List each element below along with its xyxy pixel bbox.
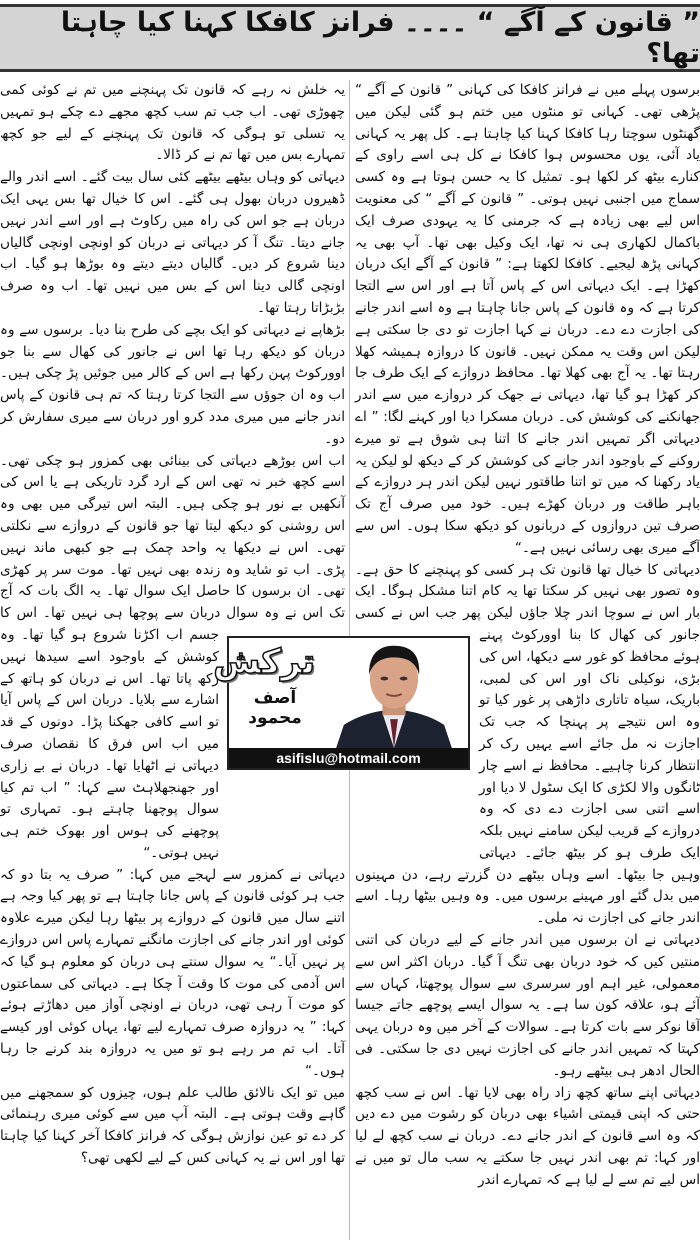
paragraph: یہ خلش نہ رہے کہ قانون تک پہنچنے میں تم نے کوئی کمی چھوڑی تھی۔ اب جب تم سب کچھ مجھے دے چکے ہو تمہیں یہ تسلی تو ہوگی کہ قانون تک پہنچنے کے لیے جو کچھ تمہارے بس میں تھا تم نے کر ڈالا۔ — [0, 82, 345, 164]
paragraph: میں تو ایک نالائق طالب علم ہوں، چیزوں کو سمجھنے میں گاہے وقت ہوتی ہے۔ البتہ آپ میں سے کوئی میری رہنمائی کر دے تو عین نوازش ہوگی کہ فرانز کافکا آخر کہنا کیا چاہتا تھا اور اس نے یہ کہانی کس کے لیے لکھی تھی؟ — [0, 1084, 345, 1167]
column-logo-text: ترکش — [213, 642, 315, 682]
paragraph: بڑھاپے نے دیہاتی کو ایک بچے کی طرح بنا دیا۔ برسوں سے وہ دربان کو دیکھ رہا تھا اس نے جانور کی کھال سے بنا جو اوورکوٹ پہن رکھا ہے اس کے کالر میں جوئیں پڑ چکی ہیں۔ اب وہ ان جوؤں سے التجا کرتا رہتا کہ تم ہی قانون کے پاس اندر جانے میں میری مدد کرو اور دربان سے میری سفارش کر دو۔ — [0, 321, 345, 447]
author-name: آصف محمود — [248, 688, 302, 728]
author-email[interactable]: asifislu@hotmail.com — [229, 748, 468, 768]
author-photo — [324, 640, 464, 748]
column-logo — [213, 640, 315, 750]
columnist-box — [213, 636, 470, 770]
paragraph: دیہاتی اپنے ساتھ کچھ زاد راہ بھی لایا تھا۔ اس نے سب کچھ حتی کہ اپنی قیمتی اشیاء بھی دربان کو رشوت میں دے دیں کہ وہ اسے قانون کے اندر جانے دے۔ دربان نے سب کچھ لے لیا اور کہا: تم بھی اندر نہیں جا سکتے یہ سب مال تو میں نے اس لیے تم سے لے لیا ہے کہ تمہارے اندر — [355, 1084, 700, 1188]
paragraph: برسوں پہلے میں نے فرانز کافکا کی کہانی ” قانون کے آگے “ پڑھی تھی۔ کہانی تو منٹوں میں ختم ہو گئی لیکن میں گھنٹوں سوچتا رہا کافکا کہنا کیا چاہتا ہے۔ کل پھر یہ کہانی یاد آئی، یوں محسوس ہوا کافکا نے کل ہی اسے راوی کے کنارے بیٹھ کر لکھا ہو۔ تمثیل کا یہ حسن ہوتا ہے وہ کسی سماج میں اجنبی نہیں ہوتی۔ ” قانون کے آگے “ کی معنویت اس لیے بھی زیادہ ہے کہ جرمنی کا یہ یہودی صرف ایک باکمال لکھاری ہی نہ تھا، ایک وکیل بھی تھا۔ آپ بھی یہ کہانی پڑھ لیجیے۔ کافکا لکھتا ہے: ” قانون کے آگے ایک دربان کھڑا ہے۔ ایک دیہاتی اس کے پاس آتا ہے اور اس سے التجا کرتا ہے کہ وہ قانون کے پاس جانا چاہتا ہے وہ اسے اندر جانے کی اجازت دے دے۔ دربان نے کہا اجازت تو دی جا سکتی ہے لیکن اس وقت یہ ممکن نہیں۔ قانون کا دروازہ ہمیشہ کھلا رہتا تھا۔ یہ آج بھی کھلا تھا۔ محافظ دروازے کے ایک طرف جا کر کھڑا ہو گیا تھا، دیہاتی نے جھک کر دروازے میں سے اندر جھانکنے کی کوشش کی۔ دربان مسکرا دیا اور کہنے لگا: ” اے دیہاتی اگر تمہیں اندر جانے کا اتنا ہی شوق ہے تو میرے روکنے کے باوجود اندر جانے کی کوشش کر کے دیکھ لو لیکن یہ یاد رکھنا کہ میں تو اتنا طاقتور نہیں لیکن اندر ہر دروازے کے باہر طاقت ور دربان کھڑے ہیں۔ خود میں صرف آج تک صرف تین دروازوں کے دربانوں کو دیکھ سکا ہوں۔ اس سے آگے میری بھی رسائی نہیں ہے۔“ — [355, 82, 700, 556]
paragraph: دیہاتی نے ان برسوں میں اندر جانے کے لیے دربان کی اتنی منتیں کیں کہ خود دربان بھی تنگ آ گیا۔ دربان اکثر اس سے معمولی، غیر اہم اور سرسری سے سوال پوچھتا، کہاں سے آئے ہو، علاقہ کون سا ہے۔ یہ سوال ایسے پوچھے جاتے جیسا آقا نوکر سے بات کرتا ہے۔ سوالات کے آخر میں وہ دربان یہی کہتا کہ تمہیں اندر جانے کی اجازت نہیں دی جا سکتی۔ فی الحال ادھر ہی بیٹھے رہو۔ — [355, 932, 700, 1079]
paragraph: دیہاتی کو وہاں بیٹھے بیٹھے کئی سال بیت گئے۔ اسے اندر والے ڈھیروں دربان بھول ہی گئے۔ اس کا خیال تھا بس یہی ایک دربان ہے جو اس کی راہ میں رکاوٹ ہے اور اسے اندر نہیں جانے دیتا۔ تنگ آ کر دیہاتی نے دربان کو اونچی اونچی گالیاں دینا شروع کر دیں۔ گالیاں دیتے دیتے وہ بوڑھا ہو گیا۔ اب اونچی گالی دینا اس کے بس میں نہیں تھا۔ اب وہ صرف بڑبڑاتا رہتا تھا۔ — [0, 169, 345, 316]
headline-banner — [0, 4, 700, 72]
paragraph: اب اس بوڑھے دیہاتی کی بینائی بھی کمزور ہو چکی تھی۔ اسے کچھ خبر نہ تھی اس کے ارد گرد تاریکی ہے یا اس کی آنکھیں بے نور ہو چکی ہیں۔ البتہ اس تیرگی میں بھی وہ اس روشنی کو دیکھ لیتا تھا جو قانون کے دروازے سے نکلتی تھی۔ اس نے دیکھا یہ واحد چمک ہے جو کبھی ماند نہیں پڑی۔ اب تو شاید وہ زندہ بھی نہیں تھا۔ موت سر پر کھڑی تھی۔ ان برسوں کا حاصل ایک سوال تھا۔ یہ الگ بات کہ آج تک اس نے وہ سوال دربان سے پوچھا ہی نہیں تھا۔ اس کا جسم اب اکڑنا شروع ہو گیا تھا۔ وہ کوشش کے باوجود اسے سیدھا نہیں رکھ پاتا تھا۔ اس نے دربان کو ہاتھ کے اشارے سے بلایا۔ دربان اس کے پاس آیا تو اسے کافی جھکنا پڑا۔ دونوں کے قد میں اب اس فرق کا نقصان صرف دیہاتی نے اٹھایا تھا۔ دربان نے بے زاری اور جھنجھلاہٹ سے کہا: ” اب تم کیا سوال پوچھنا چاہتے ہو۔ تمہاری تو پوچھنے کی ہوس اور بھوک ختم ہی نہیں ہوتی۔“ — [0, 452, 345, 861]
paragraph: دیہاتی نے کمزور سے لہجے میں کہا: ” صرف یہ بتا دو کہ جب ہر کوئی قانون کے پاس جانا چاہتا ہے تو پھر کیا وجہ ہے اتنے سال میں قانون کے دروازے پر بیٹھا رہا لیکن میرے علاوہ کوئی اور اندر جانے کی اجازت مانگنے تمہارے پاس اس دروازے پر نہیں آیا۔“ یہ سوال سنتے ہی دربان کو معلوم ہو گیا کہ اس آدمی کی موت کا وقت آ چکا ہے۔ دیہاتی کی سماعتوں کو موت آ رہی تھی، دربان نے اونچی آواز میں دھاڑتے ہوئے کہا: ” یہ دروازہ صرف تمہارے لیے تھا، یہاں کوئی اور کیسے آتا۔ اب تم مر رہے ہو تو میں یہ دروازہ بند کرنے جا رہا ہوں۔“ — [0, 866, 345, 1079]
headline: ” قانون کے آگے “ ۔۔۔۔ فرانز کافکا کہنا کیا چاہتا تھا؟ — [60, 7, 700, 69]
paragraph: دیہاتی کا خیال تھا قانون تک ہر کسی کو پہنچنے کا حق ہے۔ وہ تصور بھی نہیں کر سکتا تھا یہ کام اتنا مشکل ہوگا۔ ایک بار اس نے سوچا اندر چلا جاؤں لیکن پھر جب اس نے کسی جانور کی کھال کا بنا اوورکوٹ پہنے ہوئے محافظ کو غور سے دیکھا، اس کی بڑی، نوکیلی ناک اور اس کی لمبی، باریک، سیاہ تاتاری داڑھی پر غور کیا تو وہ اس نتیجے پر پہنچا کہ جب تک اجازت نہ مل جائے اسے یہیں رک کر انتظار کرنا چاہیے۔ محافظ نے اسے چار ٹانگوں والا لکڑی کا ایک سٹول لا دیا اور اسے اتنی سی اجازت دے دی کہ وہ دروازے کے قریب لیکن سامنے نہیں بلکہ ایک طرف ہو کر بیٹھ جائے۔ دیہاتی وہیں جا بیٹھا۔ اسے وہاں بیٹھے دن گزرتے رہے، دن مہینوں میں بدل گئے اور مہینے برسوں میں۔ وہ وہیں بیٹھا رہا۔ اسے اندر جانے کی اجازت نہ ملی۔ — [355, 561, 700, 927]
